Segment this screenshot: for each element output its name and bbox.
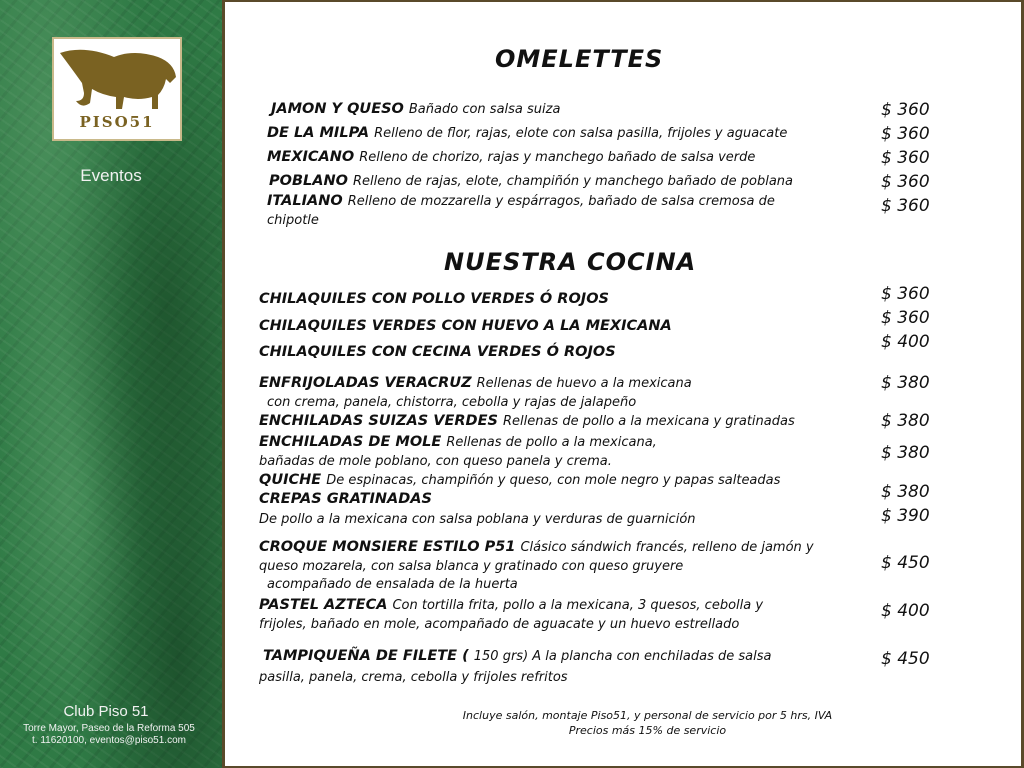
item-desc-line: bañadas de mole poblano, con queso panela y crema. (259, 454, 612, 469)
item-price: $ 450 (881, 553, 930, 573)
item-name: DE LA MILPA (267, 125, 370, 141)
item-price: $ 380 (881, 411, 930, 431)
sidebar (0, 0, 222, 768)
item-price: $ 380 (881, 443, 930, 463)
item-price: $ 400 (881, 601, 930, 621)
item-desc: Rellenas de pollo a la mexicana y gratinadas (502, 414, 795, 429)
menu-item (259, 432, 657, 453)
menu-item (259, 411, 795, 432)
item-price: $ 360 (881, 148, 930, 168)
item-desc-line: acompañado de ensalada de la huerta (267, 577, 518, 592)
logo-text: PISO51 (79, 113, 155, 131)
item-name: QUICHE (259, 472, 322, 488)
item-desc: Relleno de flor, rajas, elote con salsa pasilla, frijoles y aguacate (374, 126, 788, 141)
item-name: MEXICANO (267, 149, 355, 165)
item-desc: Clásico sándwich francés, relleno de jamón y (520, 540, 814, 555)
item-price: $ 360 (881, 124, 930, 144)
item-name: ENFRIJOLADAS VERACRUZ (259, 375, 472, 391)
item-desc: Relleno de rajas, elote, champiñón y manchego bañado de poblana (352, 174, 793, 189)
sidebar-caption: Eventos (80, 166, 142, 185)
item-desc: Bañado con salsa suiza (408, 102, 561, 117)
item-name: ENCHILADAS DE MOLE (259, 434, 442, 450)
item-name: CHILAQUILES CON POLLO VERDES Ó ROJOS (259, 291, 609, 307)
club-contact: t. 11620100, eventos@piso51.com (32, 735, 186, 746)
menu-page (225, 2, 1021, 766)
menu-item (267, 147, 755, 168)
item-name: JAMON Y QUESO (271, 101, 404, 117)
menu-item (259, 537, 814, 558)
item-name: PASTEL AZTECA (259, 597, 388, 613)
menu-item (271, 99, 560, 120)
omelettes-heading: OMELETTES (495, 45, 664, 73)
item-desc-line: queso mozarela, con salsa blanca y gratinado con queso gruyere (259, 559, 684, 574)
item-price: $ 380 (881, 482, 930, 502)
item-desc: Rellenas de huevo a la mexicana (476, 376, 692, 391)
menu-item (263, 646, 771, 667)
item-desc: Rellenas de pollo a la mexicana, (446, 435, 657, 450)
menu-item (259, 289, 614, 310)
menu-item (259, 316, 677, 337)
item-name: CHILAQUILES CON CECINA VERDES Ó ROJOS (259, 344, 616, 360)
item-price: $ 360 (881, 196, 930, 216)
cocina-heading: NUESTRA COCINA (444, 248, 697, 276)
item-price: $ 360 (881, 172, 930, 192)
item-price: $ 400 (881, 332, 930, 352)
item-price: $ 390 (881, 506, 930, 526)
item-name: CHILAQUILES VERDES CON HUEVO A LA MEXICANA (259, 318, 672, 334)
item-name: TAMPIQUEÑA DE FILETE ( (263, 648, 469, 664)
item-name: POBLANO (269, 173, 348, 189)
item-desc: De espinacas, champiñón y queso, con mole negro y papas salteadas (326, 473, 781, 488)
menu-item (259, 470, 780, 491)
item-desc-line: De pollo a la mexicana con salsa poblana y verduras de guarnición (259, 512, 696, 527)
piso51-logo (52, 37, 182, 141)
item-desc-line: con crema, panela, chistorra, cebolla y rajas de jalapeño (267, 395, 637, 410)
item-desc: Relleno de chorizo, rajas y manchego bañado de salsa verde (359, 150, 756, 165)
item-price: $ 450 (881, 649, 930, 669)
item-desc-line: frijoles, bañado en mole, acompañado de aguacate y un huevo estrellado (259, 617, 740, 632)
item-name: ITALIANO (267, 193, 343, 209)
item-desc-line: pasilla, panela, crema, cebolla y frijoles refritos (259, 670, 568, 685)
item-name: ENCHILADAS SUIZAS VERDES (259, 413, 498, 429)
menu-item (259, 489, 437, 510)
menu-item (269, 171, 793, 192)
item-desc: Relleno de mozzarella y espárragos, bañado de salsa cremosa de (347, 194, 775, 209)
footer-line: Incluye salón, montaje Piso51, y personal de servicio por 5 hrs, IVA (462, 709, 833, 722)
club-name: Club Piso 51 (63, 703, 149, 720)
item-price: $ 380 (881, 373, 930, 393)
item-desc: 150 grs) A la plancha con enchiladas de salsa (473, 649, 772, 664)
item-name: CREPAS GRATINADAS (259, 491, 432, 507)
item-name: CROQUE MONSIERE ESTILO P51 (259, 539, 516, 555)
item-desc: Con tortilla frita, pollo a la mexicana, 3 quesos, cebolla y (392, 598, 764, 613)
menu-item (267, 191, 775, 212)
item-price: $ 360 (881, 284, 930, 304)
footer-note (430, 708, 865, 738)
item-desc-line: chipotle (267, 213, 319, 228)
menu-item (259, 373, 692, 394)
item-price: $ 360 (881, 100, 930, 120)
menu-item (267, 123, 787, 144)
footer-line: Precios más 15% de servicio (568, 724, 727, 737)
menu-item (259, 595, 763, 616)
menu-item (259, 342, 621, 363)
item-price: $ 360 (881, 308, 930, 328)
club-address: Torre Mayor, Paseo de la Reforma 505 (23, 723, 195, 734)
